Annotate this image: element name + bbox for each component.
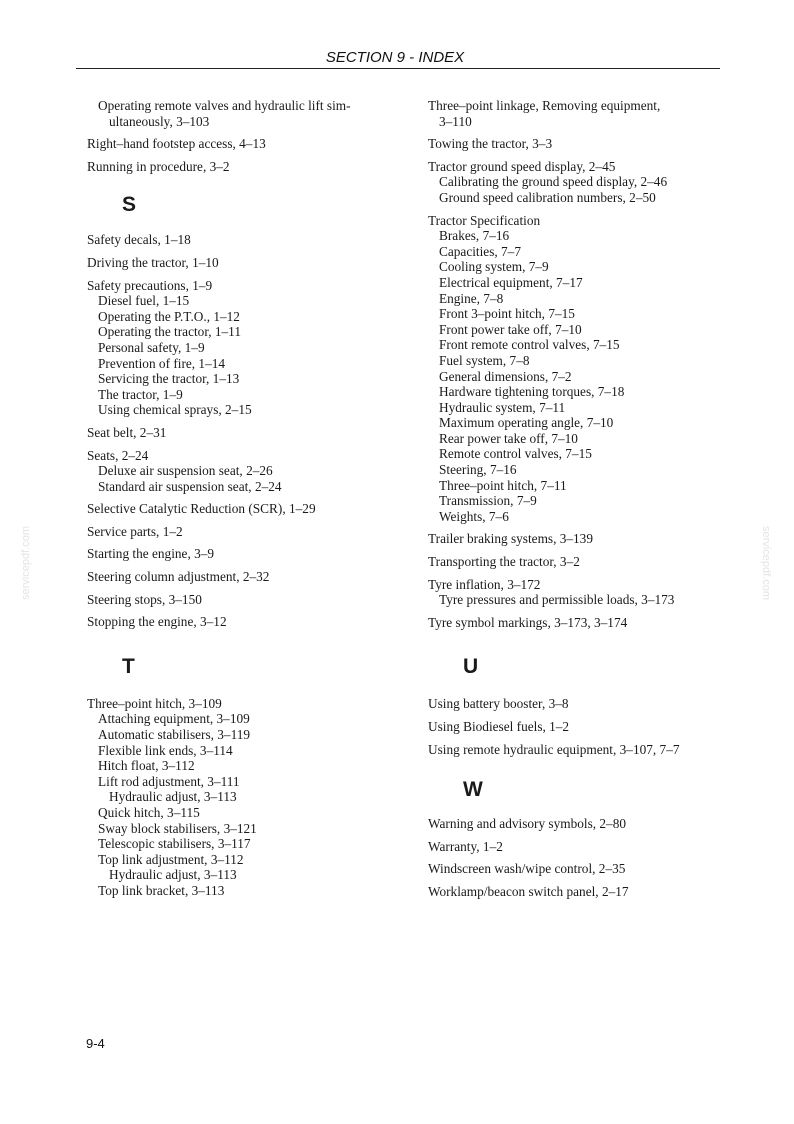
index-entry: Tractor ground speed display, 2–45 Calibrating the ground speed display, 2–46 Ground speed calibration numbers, 2–50 [428,158,668,205]
index-entry: Seat belt, 2–31 [87,424,167,440]
section-letter-s: S [122,193,137,217]
index-entry: Tyre symbol markings, 3–173, 3–174 [428,614,628,630]
index-entry: Warning and advisory symbols, 2–80 [428,816,626,832]
header-rule [76,68,720,69]
index-entry: Three–point linkage, Removing equipment, 3–110 [428,98,661,129]
index-entry: Trailer braking systems, 3–139 [428,531,593,547]
index-entry: Service parts, 1–2 [87,523,183,539]
index-entry: Tractor Specification Brakes, 7–16 Capacities, 7–7 Cooling system, 7–9 Electrical equipment, 7–17 Engine, 7–8 Front 3–point hitch, 7–15 Front power take off, 7–10 Front remote control valves, 7–15 Fuel system, 7–8 General dimensions, 7–2 Hardware tightening torques, 7–18 Hydraulic system, 7–11 Maximum operating angle, 7–10 Rear power take off, 7–10 Remote control valves, 7–15 Steering, 7–16 Three–point hitch, 7–11 Transmission, 7–9 Weights, 7–6 [428,212,625,524]
index-entry: Using remote hydraulic equipment, 3–107, 7–7 [428,741,680,757]
section-title: SECTION 9 - INDEX [325,49,465,66]
index-entry: Right–hand footstep access, 4–13 [87,136,266,152]
index-entry: Running in procedure, 3–2 [87,158,230,174]
index-entry: Three–point hitch, 3–109 Attaching equipment, 3–109 Automatic stabilisers, 3–119 Flexible link ends, 3–114 Hitch float, 3–112 Lift rod adjustment, 3–111 Hydraulic adjust, 3–113 Quick hitch, 3–115 Sway block stabilisers, 3–121 Telescopic stabilisers, 3–117 Top link adjustment, 3–112 Hydraulic adjust, 3–113 Top link bracket, 3–113 [87,695,257,898]
index-entry: Starting the engine, 3–9 [87,546,215,562]
index-column-left [87,98,407,906]
index-entry: Safety precautions, 1–9 Diesel fuel, 1–15 Operating the P.T.O., 1–12 Operating the tractor, 1–11 Personal safety, 1–9 Prevention of fire, 1–14 Servicing the tractor, 1–13 The tractor, 1–9 Using chemical sprays, 2–15 [87,277,252,418]
page-number: 9-4 [86,1036,105,1051]
index-entry: Stopping the engine, 3–12 [87,614,227,630]
index-entry: Windscreen wash/wipe control, 2–35 [428,861,626,877]
section-letter-t: T [122,654,135,678]
index-entry: Using Biodiesel fuels, 1–2 [428,719,570,734]
section-letter-w: W [463,778,483,802]
section-letter-u: U [463,655,479,679]
index-entry: Towing the tractor, 3–3 [428,136,553,152]
index-entry: Driving the tractor, 1–10 [87,254,219,270]
index-entry: Using battery booster, 3–8 [428,696,569,712]
index-entry: Transporting the tractor, 3–2 [428,554,580,570]
index-entry: Worklamp/beacon switch panel, 2–17 [428,883,629,899]
index-entry: Warranty, 1–2 [428,838,503,854]
index-entry: Tyre inflation, 3–172 Tyre pressures and permissible loads, 3–173 [428,576,675,608]
index-entry: Steering column adjustment, 2–32 [87,569,270,585]
index-column-right [428,98,738,907]
index-entry: Operating remote valves and hydraulic lift sim- ultaneously, 3–103 [98,98,351,129]
index-entry: Selective Catalytic Reduction (SCR), 1–29 [87,501,316,517]
index-entry: Seats, 2–24 Deluxe air suspension seat, 2–26 Standard air suspension seat, 2–24 [87,447,282,494]
index-entry: Safety decals, 1–18 [87,232,191,248]
index-page: SECTION 9 - INDEX servicepdf.com servicepdf.com Operating remote valves and hydraulic lift sim- ultaneously, 3–103 Right–hand footstep access, 4–13 Running in procedure, 3–2 S Safety decals, 1–18 Driving the tractor, 1–10 Safety precautions, 1–9 Diesel fuel, 1–15 Operating the P.T.O., 1–12 Operating the tractor, 1–11 Personal safety, 1–9 Prevention of fire, 1–14 Servicing the tractor, 1–13 The tractor, 1–9 Using chemical sprays, 2–15 Seat belt, 2–31 Seats, 2–24 Deluxe air suspension seat, 2–26 Standard air suspension seat, 2–24 Selective Catalytic Reduction (SCR), 1–29 Service parts, 1–2 Starting the engine, 3–9 Steering column adjustment, 2–32 Steering stops, 3–150 Stopping the engine, 3–12 T Three–point hitch, 3–109 Attaching equipment, 3–109 Automatic stabilisers, 3–119 Flexible link ends, 3–114 Hitch float, 3–112 Lift rod adjustment, 3–111 Hydraulic adjust, 3–113 Quick hitch, 3–115 Sway block stabilisers, 3–121 Telescopic stabilisers, 3–117 Top link adjustment, 3–112 Hydraulic adjust, 3–113 Top link bracket, 3–113 Three–point linkage, Removing equipment, 3–110 Towing the tractor, 3–3 Tractor ground speed display, 2–45 Calibrating the ground speed display, 2–46 Ground speed calibration numbers, 2–50 Tractor Specification Brakes, 7–16 Capacities, 7–7 Cooling system, 7–9 Electrical equipment, 7–17 Engine, 7–8 Front 3–point hitch, 7–15 Front power take off, 7–10 Front remote control valves, 7–15 Fuel system, 7–8 General dimensions, 7–2 Hardware tightening torques, 7–18 Hydraulic system, 7–11 Maximum operating angle, 7–10 Rear power take off, 7–10 Remote control valves, 7–15 Steering, 7–16 Three–point hitch, 7–11 Transmission, 7–9 Weights, 7–6 Trailer braking systems, 3–139 Transporting the tractor, 3–2 Tyre inflation, 3–172 Tyre pressures and permissible loads, 3–173 Tyre symbol markings, 3–173, 3–174 U Using battery booster, 3–8 Using Biodiesel fuels, 1–2 Using remote hydraulic equipment, 3–107, 7–7 W Warning and advisory symbols, 2–80 Warranty, 1–2 Windscreen wash/wipe control, 2–35 Worklamp/beacon switch panel, 2–17 9-4 [20,49,772,1051]
index-entry: Steering stops, 3–150 [87,591,202,607]
